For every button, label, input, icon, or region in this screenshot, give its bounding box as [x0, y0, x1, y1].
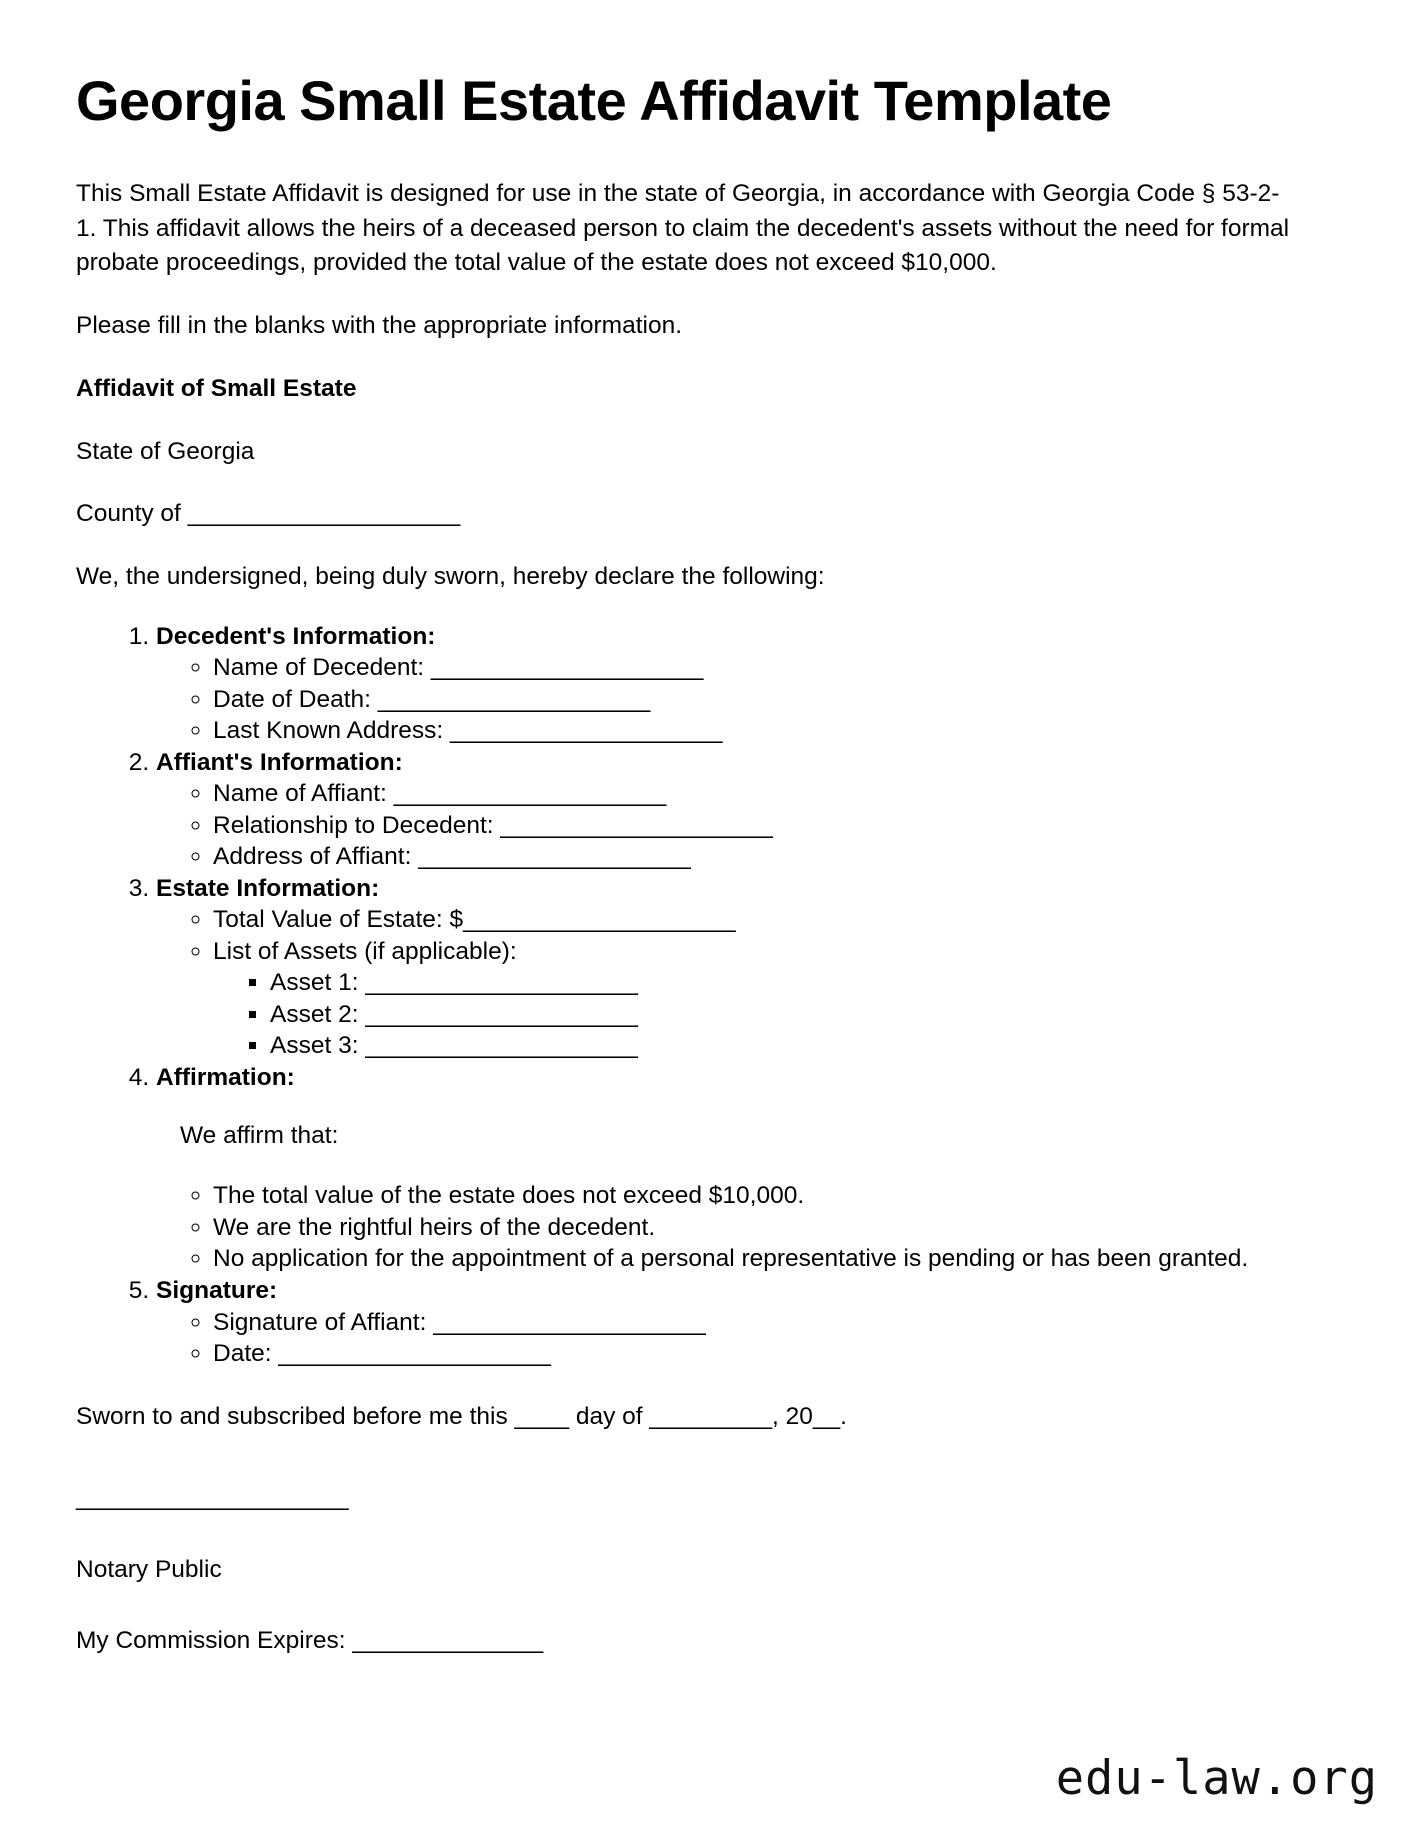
field-blank[interactable]: ____________________: [365, 1032, 638, 1060]
field-label: Date of Death:: [213, 685, 378, 713]
instruction-paragraph: Please fill in the blanks with the appropriate information.: [76, 312, 683, 340]
section-title: Affiant's Information:: [156, 748, 403, 776]
field-label: Date:: [213, 1340, 279, 1368]
field-relationship-to-decedent: [213, 810, 1340, 841]
field-total-value-of-estate: [213, 904, 1340, 935]
field-asset-2: [270, 999, 1340, 1030]
affirmation-statement: ◦ No application for the appointment of a personal representative is pending or has been granted.: [213, 1243, 1340, 1275]
commission-blank-field[interactable]: ______________: [352, 1627, 544, 1655]
section-estate-information: [156, 873, 1340, 1062]
intro-paragraph: This Small Estate Affidavit is designed for use in the state of Georgia, in accordance with Georgia Code § 53-2-1. This affidavit allows the heirs of a deceased person to claim the decedent's assets without the need for formal probate proceedings, provided the total value of the estate does not exceed $10,000.: [76, 179, 1290, 277]
field-blank[interactable]: ____________________: [377, 685, 651, 713]
field-blank[interactable]: ____________________: [393, 780, 667, 808]
estate-fields-list: [156, 904, 1340, 1061]
field-label: List of Assets (if applicable):: [213, 937, 517, 965]
field-signature-date: [213, 1338, 1340, 1369]
field-asset-1: [270, 967, 1340, 998]
affirmation-statement: ◦ We are the rightful heirs of the decedent.: [213, 1212, 1340, 1244]
affirmation-intro: We affirm that:: [180, 1122, 339, 1149]
declaration-line: We, the undersigned, being duly sworn, hereby declare the following:: [76, 563, 825, 591]
affirmation-statements-list: [156, 1180, 1340, 1276]
section-title: Decedent's Information:: [156, 622, 436, 650]
field-label: Last Known Address:: [213, 717, 450, 745]
section-affirmation: [156, 1062, 1340, 1276]
field-label: Asset 2:: [270, 1000, 366, 1028]
field-blank[interactable]: ____________________: [278, 1340, 551, 1368]
field-blank[interactable]: ____________________: [365, 969, 638, 997]
assets-list: [213, 967, 1340, 1061]
field-asset-3: [270, 1030, 1340, 1061]
field-signature-of-affiant: [213, 1307, 1340, 1338]
field-blank[interactable]: ____________________: [433, 1308, 706, 1336]
sworn-statement: Sworn to and subscribed before me this ____ day of _________, 20__.: [76, 1402, 847, 1430]
affirmation-statement: ◦ The total value of the estate does not exceed $10,000.: [213, 1180, 1340, 1212]
field-label: Name of Affiant:: [213, 780, 394, 808]
field-blank[interactable]: ____________________: [365, 1000, 638, 1028]
commission-label: My Commission Expires:: [76, 1627, 353, 1655]
notary-signature-blank[interactable]: ____________________: [76, 1483, 349, 1511]
field-blank[interactable]: ____________________: [418, 843, 691, 871]
notary-public-label: Notary Public: [76, 1556, 222, 1584]
county-line: [76, 497, 1291, 532]
signature-fields-list: [156, 1307, 1340, 1370]
field-label: Address of Affiant:: [213, 843, 419, 871]
field-blank[interactable]: ____________________: [430, 654, 704, 682]
field-name-of-decedent: [213, 652, 1340, 683]
section-title: Estate Information:: [156, 874, 380, 902]
field-label: Name of Decedent:: [213, 654, 431, 682]
state-line: State of Georgia: [76, 437, 255, 465]
field-last-known-address: [213, 715, 1340, 746]
section-signature: [156, 1275, 1340, 1369]
field-blank[interactable]: ____________________: [500, 811, 773, 839]
field-label: Asset 1:: [270, 969, 366, 997]
page-title: Georgia Small Estate Affidavit Template: [76, 69, 1112, 132]
county-label: County of: [76, 500, 188, 528]
section-title: Affirmation:: [156, 1063, 295, 1091]
field-label: Total Value of Estate: $: [213, 906, 464, 934]
field-blank[interactable]: ____________________: [463, 906, 736, 934]
field-label: Signature of Affiant:: [213, 1308, 434, 1336]
section-title: Signature:: [156, 1277, 278, 1305]
county-blank-field[interactable]: ____________________: [187, 500, 461, 528]
affiant-fields-list: [156, 778, 1340, 872]
section-decedent-information: [156, 621, 1340, 747]
field-label: Relationship to Decedent:: [213, 811, 501, 839]
field-label: Asset 3:: [270, 1032, 366, 1060]
commission-expires-line: [76, 1624, 1340, 1659]
field-date-of-death: [213, 684, 1340, 715]
section-affiant-information: [156, 747, 1340, 873]
field-name-of-affiant: [213, 778, 1340, 809]
field-blank[interactable]: ____________________: [449, 717, 723, 745]
field-list-of-assets: [213, 936, 1340, 1062]
field-address-of-affiant: [213, 841, 1340, 872]
affidavit-heading: Affidavit of Small Estate: [76, 374, 357, 402]
site-watermark: edu-law.org: [1055, 1751, 1378, 1806]
affidavit-sections-list: [76, 621, 1340, 1370]
decedent-fields-list: [156, 652, 1340, 746]
